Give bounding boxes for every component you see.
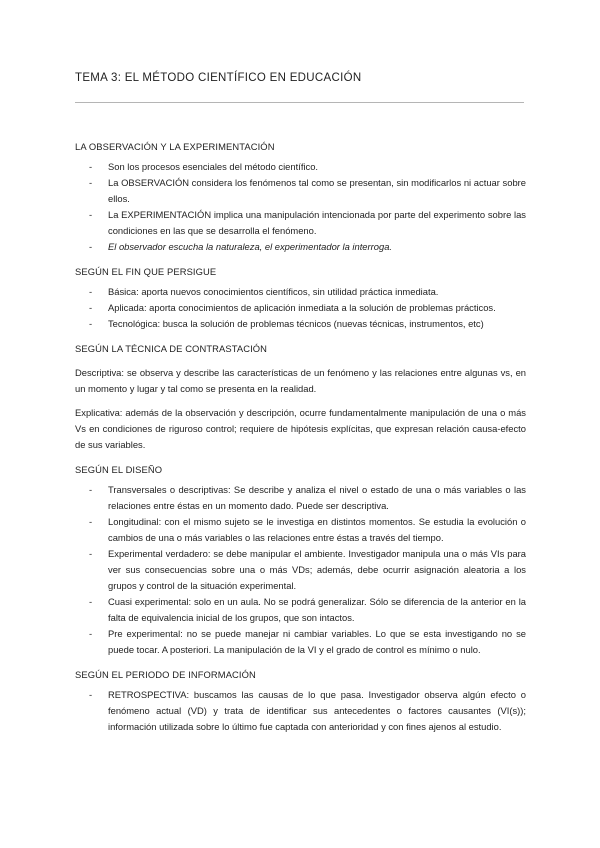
section-heading: LA OBSERVACIÓN Y LA EXPERIMENTACIÓN — [75, 141, 275, 152]
bullet-list — [75, 284, 526, 332]
list-item: - La OBSERVACIÓN considera los fenómenos tal como se presentan, sin modificarlos ni actuar sobre ellos. — [89, 177, 526, 204]
document-title: TEMA 3: EL MÉTODO CIENTÍFICO EN EDUCACIÓN — [75, 72, 362, 84]
section-heading: SEGÚN EL FIN QUE PERSIGUE — [75, 266, 217, 277]
document-body — [75, 139, 526, 735]
section-heading: SEGÚN EL DISEÑO — [75, 464, 163, 475]
list-item: - RETROSPECTIVA: buscamos las causas de lo que pasa. Investigador observa algún efecto o fenómeno actual (VD) y trata de identificar sus antecedentes o factores causantes (VI(s)); información utilizada sobre lo último fue captada con anterioridad y con fines ajenos al estudio. — [89, 689, 526, 732]
list-item: - Transversales o descriptivas: Se describe y analiza el nivel o estado de una o más variables o las relaciones entre éstas en un momento dado. Puede ser descriptiva. — [89, 484, 526, 511]
list-item: - La EXPERIMENTACIÓN implica una manipulación intencionada por parte del experimento sobre las condiciones en las que se desarrolla el fenómeno. — [89, 209, 526, 236]
bullet-list — [75, 159, 526, 255]
title-divider — [75, 102, 524, 103]
list-item: - Pre experimental: no se puede manejar ni cambiar variables. Lo que se esta investigando no se puede tocar. A posteriori. La manipulación de la VI y el grado de control es mínimo o nulo. — [89, 628, 526, 655]
bullet-list — [75, 687, 526, 735]
section-heading: SEGÚN EL PERIODO DE INFORMACIÓN — [75, 669, 256, 680]
list-item: - Experimental verdadero: se debe manipular el ambiente. Investigador manipula una o más VIs para ver sus consecuencias sobre una o más VDs; además, debe ocurrir asignación aleatoria a los grupos y control de la situación experimental. — [89, 548, 526, 591]
bullet-list — [75, 482, 526, 658]
paragraph: Explicativa: además de la observación y descripción, ocurre fundamentalmente manipulación de una o más Vs en condiciones de riguroso control; requiere de hipótesis explícitas, que expresan relación causa-efecto de sus variables. — [75, 407, 526, 450]
list-item: - Son los procesos esenciales del método científico. — [89, 161, 319, 172]
list-item: - Aplicada: aporta conocimientos de aplicación inmediata a la solución de problemas prácticos. — [89, 302, 496, 313]
list-item: - El observador escucha la naturaleza, el experimentador la interroga. — [89, 241, 393, 252]
list-item: - Longitudinal: con el mismo sujeto se le investiga en distintos momentos. Se estudia la evolución o cambios de una o más variables o las relaciones entre éstas a través del tiempo. — [89, 516, 526, 543]
paragraph: Descriptiva: se observa y describe las características de un fenómeno y las relaciones entre algunas vs, en un momento y lugar y tal como se presenta en la realidad. — [75, 367, 526, 394]
list-item: - Cuasi experimental: solo en un aula. No se podrá generalizar. Sólo se diferencia de la anterior en la falta de equivalencia inicial de los grupos, que son intactos. — [89, 596, 526, 623]
list-item: - Tecnológica: busca la solución de problemas técnicos (nuevas técnicas, instrumentos, etc) — [89, 318, 484, 329]
section-heading: SEGÚN LA TÉCNICA DE CONTRASTACIÓN — [75, 343, 268, 354]
list-item: - Básica: aporta nuevos conocimientos científicos, sin utilidad práctica inmediata. — [89, 286, 439, 297]
